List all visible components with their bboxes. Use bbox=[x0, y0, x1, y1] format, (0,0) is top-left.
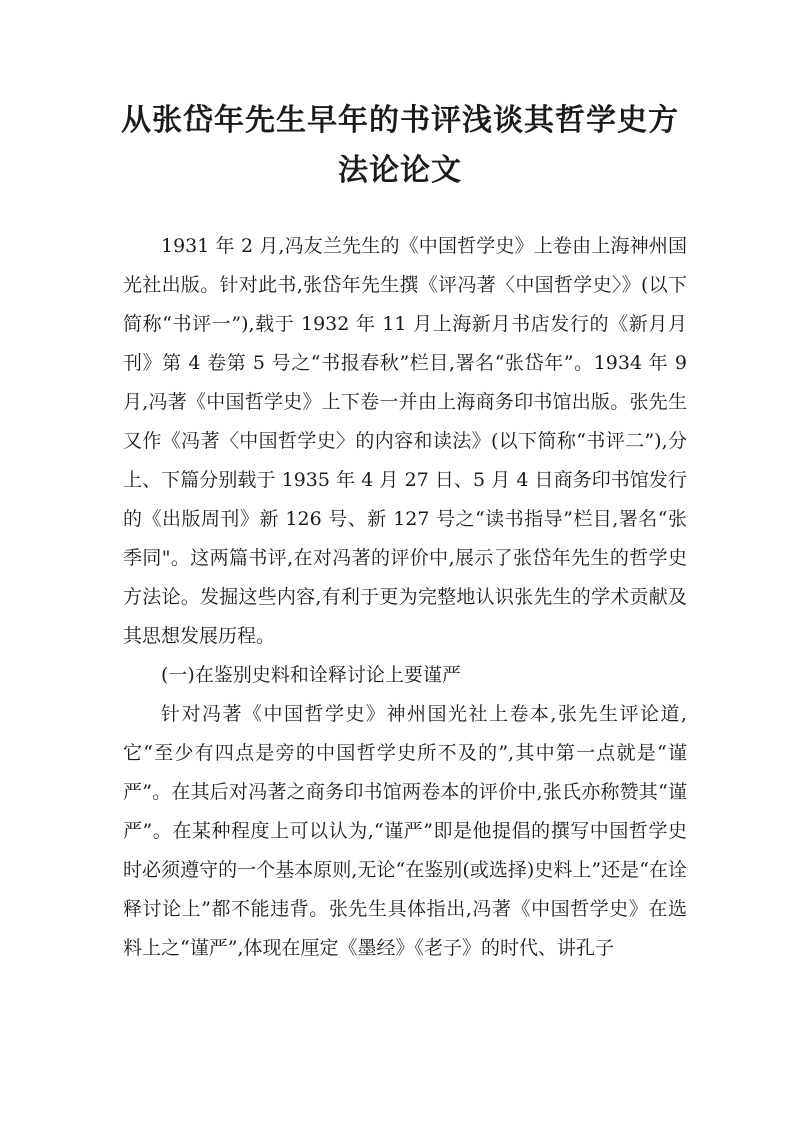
document-body bbox=[123, 227, 687, 968]
paragraph-intro: 1931 年 2 月,冯友兰先生的《中国哲学史》上卷由上海神州国光社出版。针对此书,张岱年先生撰《评冯著〈中国哲学史〉》(以下简称“书评一”),载于 1932 年 11 月上海新月书店发行的《新月月刊》第 4 卷第 5 号之“书报春秋”栏目,署名“张岱年”。1934 年 9 月,冯著《中国哲学史》上下卷一并由上海商务印书馆出版。张先生又作《冯著〈中国哲学史〉的内容和读法》(以下简称“书评二”),分上、下篇分别载于 1935 年 4 月 27 日、5 月 4 日商务印书馆发行的《出版周刊》新 126 号、新 127 号之“读书指导”栏目,署名“张季同"。这两篇书评,在对冯著的评价中,展示了张岱年先生的哲学史方法论。发掘这些内容,有利于更为完整地认识张先生的学术贡献及其思想发展历程。 bbox=[123, 235, 687, 647]
document-title: 从张岱年先生早年的书评浅谈其哲学史方法论论文 bbox=[121, 103, 679, 188]
paragraph-section-1: 针对冯著《中国哲学史》神州国光社上卷本,张先生评论道,它“至少有四点是旁的中国哲学史所不及的”,其中第一点就是“谨严”。在其后对冯著之商务印书馆两卷本的评价中,张氏亦称赞其“谨严”。在某种程度上可以认为,“谨严”即是他提倡的撰写中国哲学史时必须遵守的一个基本原则,无论“在鉴别(或选择)史料上”还是“在诠释讨论上”都不能违背。张先生具体指出,冯著《中国哲学史》在选料上之“谨严”,体现在厘定《墨经》《老子》的时代、讲孔子 bbox=[123, 703, 687, 959]
section-heading: (一)在鉴别史料和诠释讨论上要谨严 bbox=[161, 664, 461, 686]
